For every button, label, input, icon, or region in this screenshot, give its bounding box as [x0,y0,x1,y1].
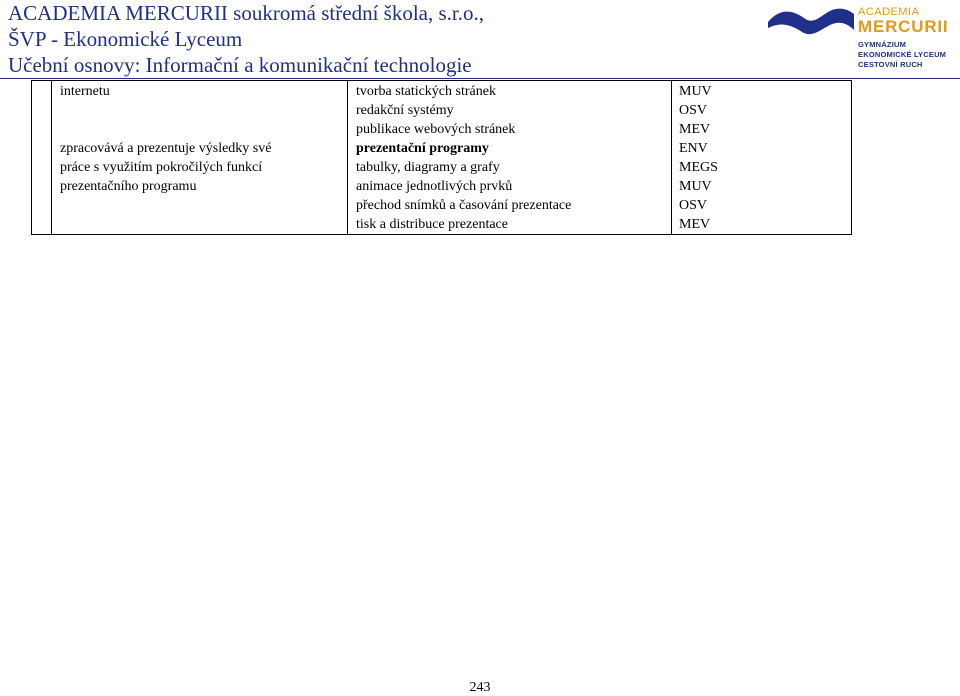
logo-subtitle [858,40,948,70]
document-header [8,0,484,78]
theme-code: OSV [679,103,708,118]
topic-item: redakční systémy [356,103,454,118]
topic-item: tisk a distribuce prezentace [356,217,508,232]
theme-code: MUV [679,179,712,194]
outcome-text: prezentačního programu [60,179,197,194]
academia-mercurii-logo [766,4,956,74]
outcome-text: internetu [60,84,110,99]
topic-item: publikace webových stránek [356,122,516,137]
theme-code: MEGS [679,160,718,175]
theme-code: MUV [679,84,712,99]
header-divider [0,78,960,79]
logo-sub-gymnazium: GYMNÁZIUM [858,40,907,49]
outcome-text: práce s využitím pokročilých funkcí [60,160,263,175]
outcome-presentation-cell [60,139,271,196]
outcome-internet-cell [60,82,110,101]
theme-code: MEV [679,217,711,232]
page-number: 243 [469,680,491,695]
theme-code: MEV [679,122,711,137]
logo-sub-ruch: CESTOVNÍ RUCH [858,60,923,69]
topic-item: animace jednotlivých prvků [356,179,513,194]
header-school-name: ACADEMIA MERCURII soukromá střední škola, s.r.o., [8,1,484,25]
wave-logo-icon [766,4,856,40]
theme-code: OSV [679,198,708,213]
table-column-divider [347,81,348,234]
cross-themes-cell [679,82,718,234]
header-syllabus: Učební osnovy: Informační a komunikační technologie [8,53,472,77]
topic-item: přechod snímků a časování prezentace [356,198,572,213]
logo-academia: ACADEMIA [858,6,920,18]
topic-item: tvorba statických stránek [356,84,496,99]
header-program: ŠVP - Ekonomické Lyceum [8,27,243,51]
table-column-divider [51,81,52,234]
logo-text [858,6,948,70]
table-column-divider [671,81,672,234]
logo-sub-lyceum: EKONOMICKÉ LYCEUM [858,50,947,59]
topic-heading: prezentační programy [356,141,489,156]
theme-code: ENV [679,141,708,156]
logo-mercurii: MERCURII [858,17,949,36]
topic-item: tabulky, diagramy a grafy [356,160,500,175]
outcome-text: zpracovává a prezentuje výsledky své [60,141,272,156]
topics-cell [356,82,571,234]
curriculum-table [31,80,852,235]
